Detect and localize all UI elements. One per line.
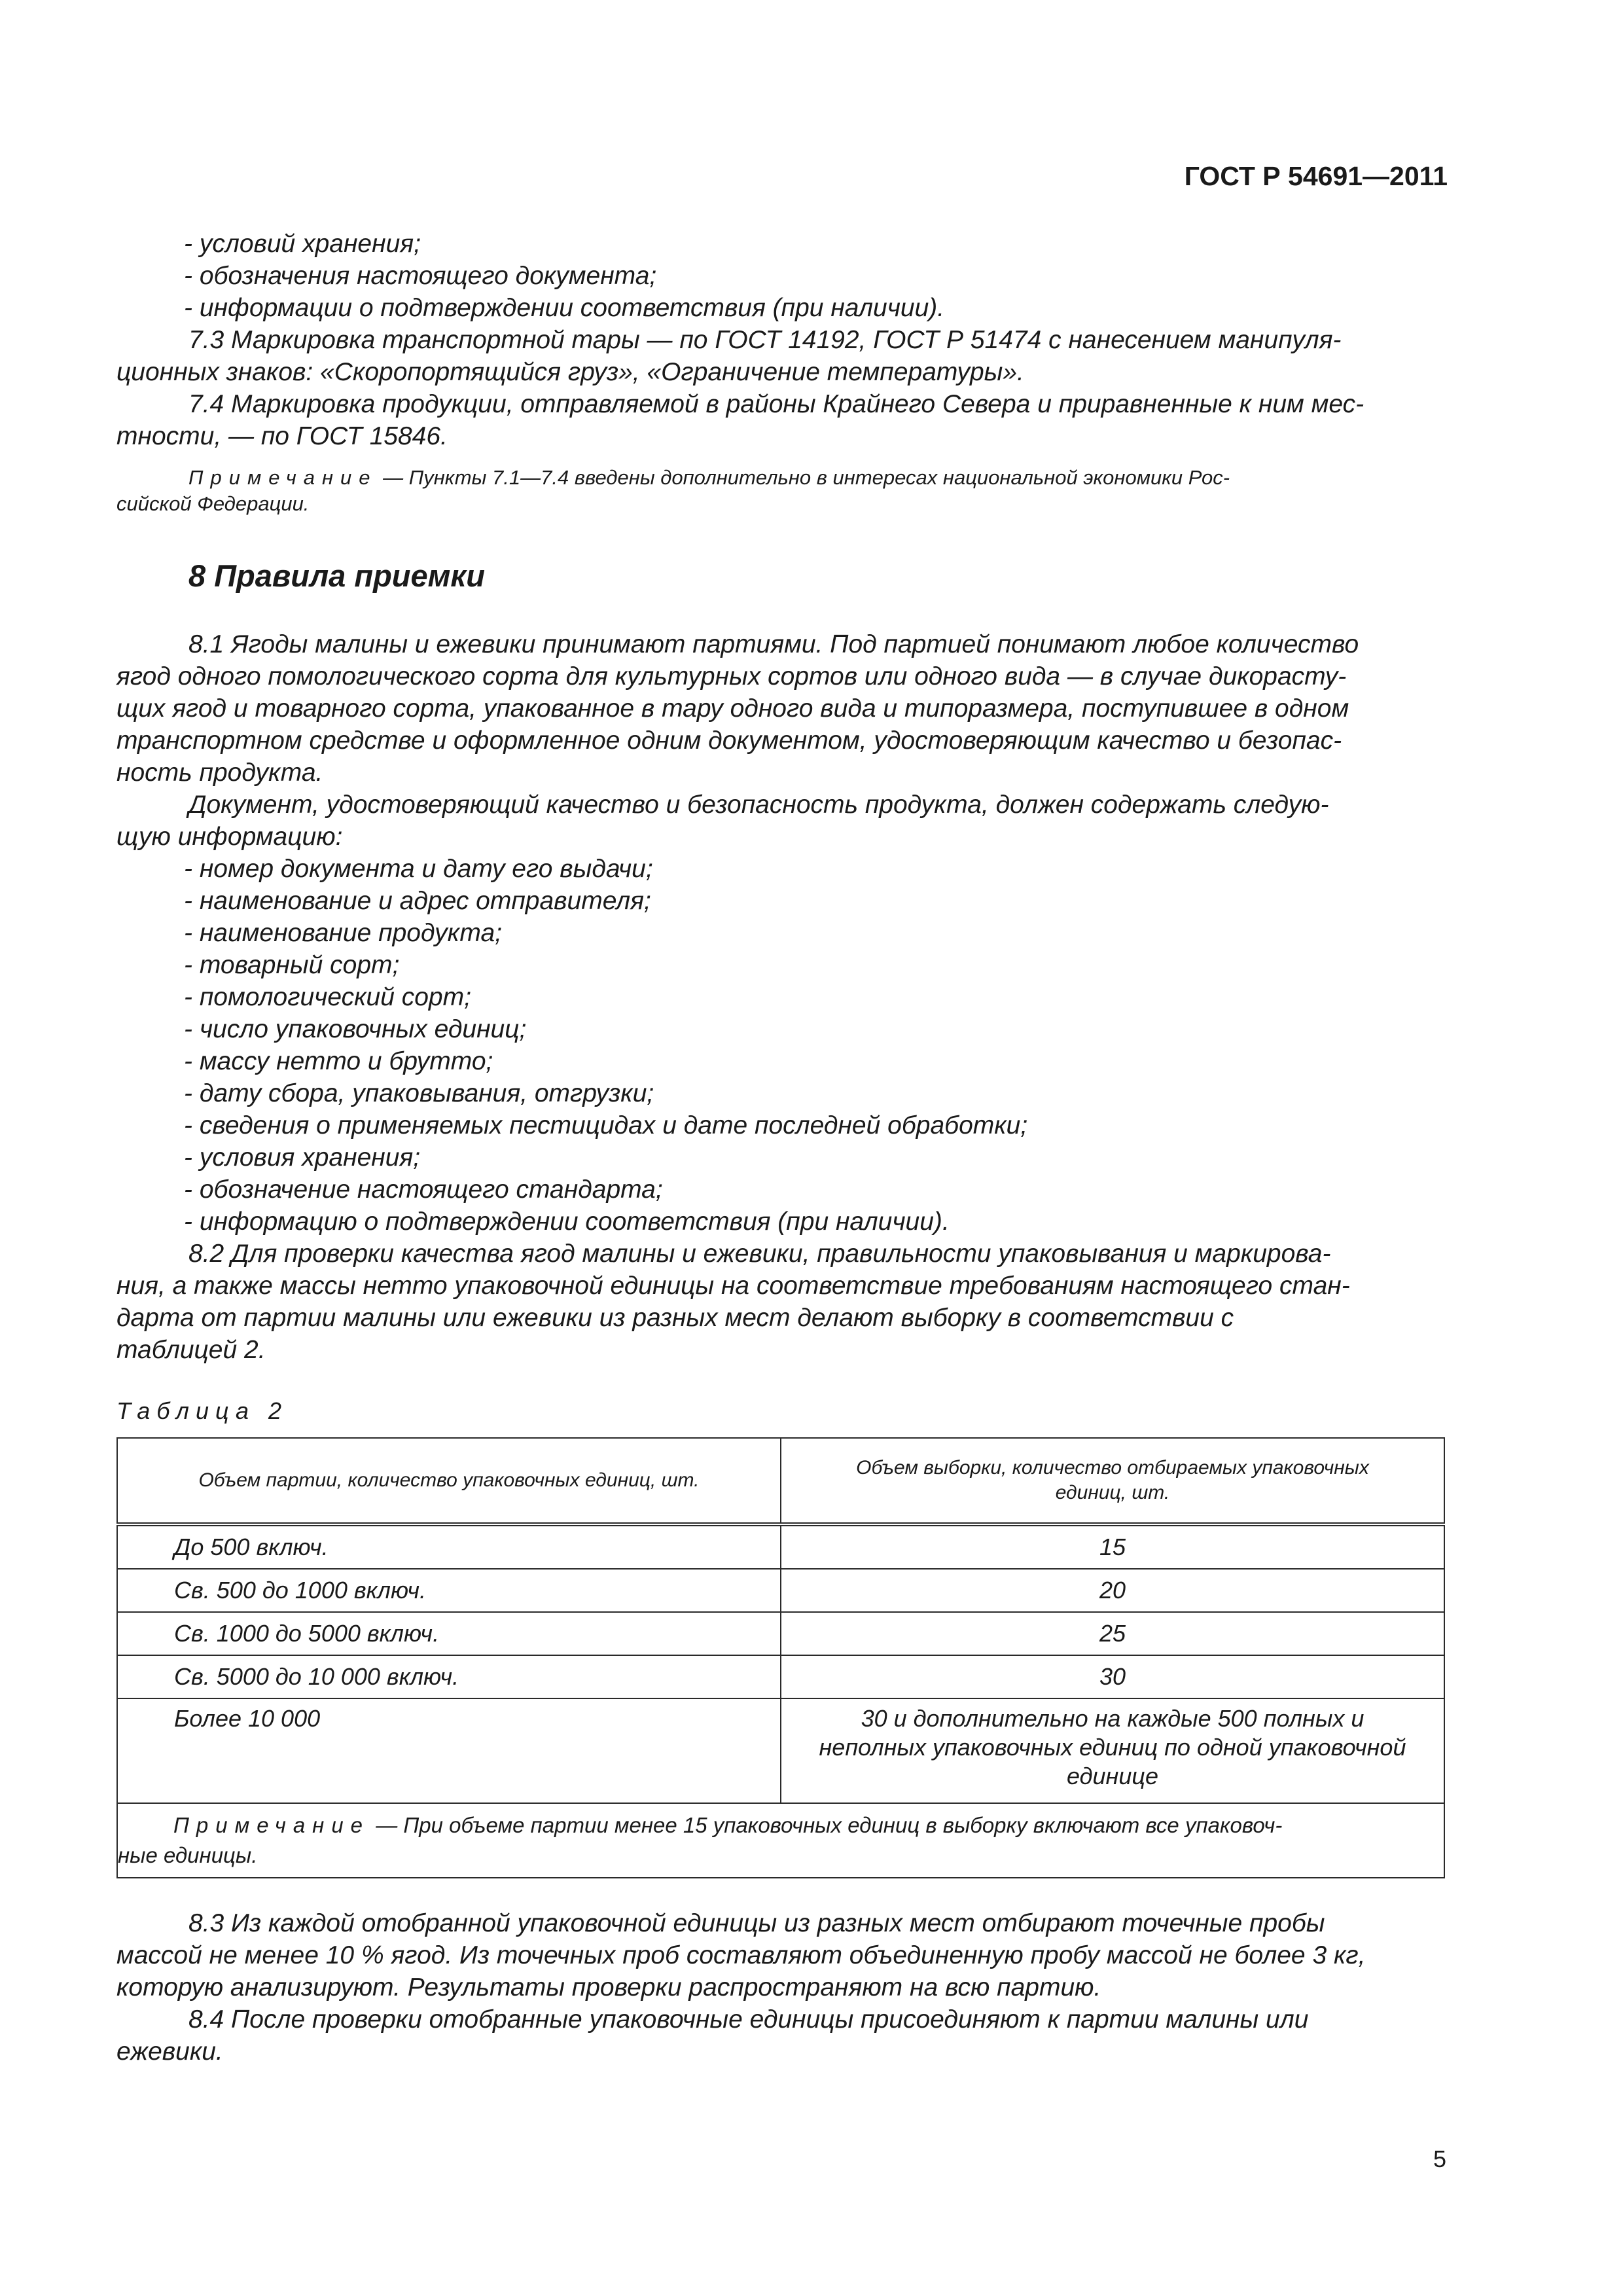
sampling-table <box>116 1437 1445 1878</box>
paragraph-8-1-line: щих ягод и товарного сорта, упакованное в тару одного вида и типоразмера, поступившее в одном <box>116 694 1349 723</box>
note-text: — Пункты 7.1—7.4 введены дополнительно в интересах национальной экономики Рос- <box>377 466 1230 489</box>
cell-sample-line: 30 и дополнительно на каждые 500 полных и <box>861 1705 1364 1732</box>
list-item: - дату сбора, упаковывания, отгрузки; <box>184 1079 654 1107</box>
paragraph-8-1-line: транспортном средстве и оформленное одним документом, удостоверяющим качество и безопас- <box>116 726 1342 755</box>
list-item: - наименование продукта; <box>184 919 502 947</box>
list-item: - номер документа и дату его выдачи; <box>184 855 653 883</box>
paragraph-8-2-line: дарта от партии малины или ежевики из разных мест делают выборку в соответствии с <box>116 1304 1234 1332</box>
paragraph-doc-line: щую информацию: <box>116 823 343 851</box>
cell-sample: 30 <box>781 1655 1444 1698</box>
table-header-row <box>117 1438 1444 1524</box>
paragraph-7-3-line: ционных знаков: «Скоропортящийся груз», «Ограничение температуры». <box>116 358 1024 386</box>
note-text: — При объеме партии менее 15 упаковочных единиц в выборку включают все упаковоч- <box>370 1813 1283 1837</box>
cell-sample-line: неполных упаковочных единиц по одной упаковочной <box>819 1734 1406 1761</box>
header-lot: Объем партии, количество упаковочных единиц, шт. <box>117 1438 781 1524</box>
page-number: 5 <box>1433 2145 1446 2172</box>
section-8-body <box>116 628 1445 1366</box>
list-item: - массу нетто и брутто; <box>184 1047 493 1075</box>
paragraph-8-4-line: ежевики. <box>116 2037 223 2066</box>
paragraph-8-3-line: 8.3 Из каждой отобранной упаковочной единицы из разных мест отбирают точечные пробы <box>188 1909 1325 1937</box>
list-item: - условий хранения; <box>184 230 421 258</box>
list-item: - помологический сорт; <box>184 983 471 1011</box>
table-row <box>117 1698 1444 1803</box>
header-sample <box>781 1438 1444 1524</box>
paragraph-8-1-line: ягод одного помологического сорта для культурных сортов или одного вида — в случае дикорасту- <box>116 662 1347 691</box>
note-label: Примечание <box>188 466 378 489</box>
standard-designation: ГОСТ Р 54691—2011 <box>1184 161 1448 191</box>
paragraph-8-2-line: таблицей 2. <box>116 1336 266 1364</box>
cell-lot: Св. 5000 до 10 000 включ. <box>117 1655 781 1698</box>
cell-lot: До 500 включ. <box>117 1524 781 1569</box>
section-7-continuation <box>116 228 1445 517</box>
section-8-heading: 8 Правила приемки <box>188 558 485 593</box>
table-note-row <box>117 1803 1444 1878</box>
note-label: Примечание <box>173 1813 370 1837</box>
list-item: - товарный сорт; <box>184 951 400 979</box>
paragraph-7-4-line: тности, — по ГОСТ 15846. <box>116 422 448 450</box>
note-text: сийской Федерации. <box>116 492 310 515</box>
list-item: - информации о подтверждении соответствия (при наличии). <box>184 294 945 322</box>
table-row <box>117 1524 1444 1569</box>
table-note <box>117 1803 1444 1878</box>
section-8-body-continued <box>116 1907 1445 2068</box>
cell-sample-line: единице <box>1066 1763 1158 1789</box>
table-row <box>117 1655 1444 1698</box>
paragraph-8-2-line: ния, а также массы нетто упаковочной единицы на соответствие требованиям настоящего стан- <box>116 1272 1350 1300</box>
table-row <box>117 1612 1444 1655</box>
list-item: - обозначения настоящего документа; <box>184 262 657 290</box>
paragraph-8-3-line: которую анализируют. Результаты проверки распространяют на всю партию. <box>116 1973 1101 2001</box>
list-item: - сведения о применяемых пестицидах и дате последней обработки; <box>184 1111 1028 1139</box>
cell-sample <box>781 1698 1444 1803</box>
list-item: - условия хранения; <box>184 1143 421 1172</box>
paragraph-doc-line: Документ, удостоверяющий качество и безопасность продукта, должен содержать следую- <box>188 791 1329 819</box>
list-item: - число упаковочных единиц; <box>184 1015 527 1043</box>
cell-lot: Св. 1000 до 5000 включ. <box>117 1612 781 1655</box>
note-text: ные единицы. <box>118 1843 258 1867</box>
paragraph-8-3-line: массой не менее 10 % ягод. Из точечных проб составляют объединенную пробу массой не более 3 кг, <box>116 1941 1366 1969</box>
list-item: - информацию о подтверждении соответствия (при наличии). <box>184 1208 950 1236</box>
table-row <box>117 1569 1444 1612</box>
cell-lot: Более 10 000 <box>117 1698 781 1803</box>
note-7 <box>116 465 1445 517</box>
list-item: - наименование и адрес отправителя; <box>184 887 651 915</box>
paragraph-7-4-line: 7.4 Маркировка продукции, отправляемой в районы Крайнего Севера и приравненные к ним мес- <box>188 390 1364 418</box>
header-sample-line: единиц, шт. <box>1055 1482 1170 1503</box>
cell-sample: 25 <box>781 1612 1444 1655</box>
paragraph-8-1-line: ность продукта. <box>116 759 323 787</box>
header-sample-line: Объем выборки, количество отбираемых упаковочных <box>856 1457 1369 1479</box>
paragraph-8-1-line: 8.1 Ягоды малины и ежевики принимают партиями. Под партией понимают любое количество <box>188 630 1359 658</box>
list-item: - обозначение настоящего стандарта; <box>184 1175 663 1204</box>
table-caption: Таблица 2 <box>116 1397 289 1424</box>
cell-sample: 20 <box>781 1569 1444 1612</box>
paragraph-8-4-line: 8.4 После проверки отобранные упаковочные единицы присоединяют к партии малины или <box>188 2005 1309 2034</box>
cell-sample: 15 <box>781 1524 1444 1569</box>
paragraph-7-3-line: 7.3 Маркировка транспортной тары — по ГОСТ 14192, ГОСТ Р 51474 с нанесением манипуля- <box>188 326 1342 354</box>
paragraph-8-2-line: 8.2 Для проверки качества ягод малины и ежевики, правильности упаковывания и маркирова- <box>188 1240 1331 1268</box>
cell-lot: Св. 500 до 1000 включ. <box>117 1569 781 1612</box>
